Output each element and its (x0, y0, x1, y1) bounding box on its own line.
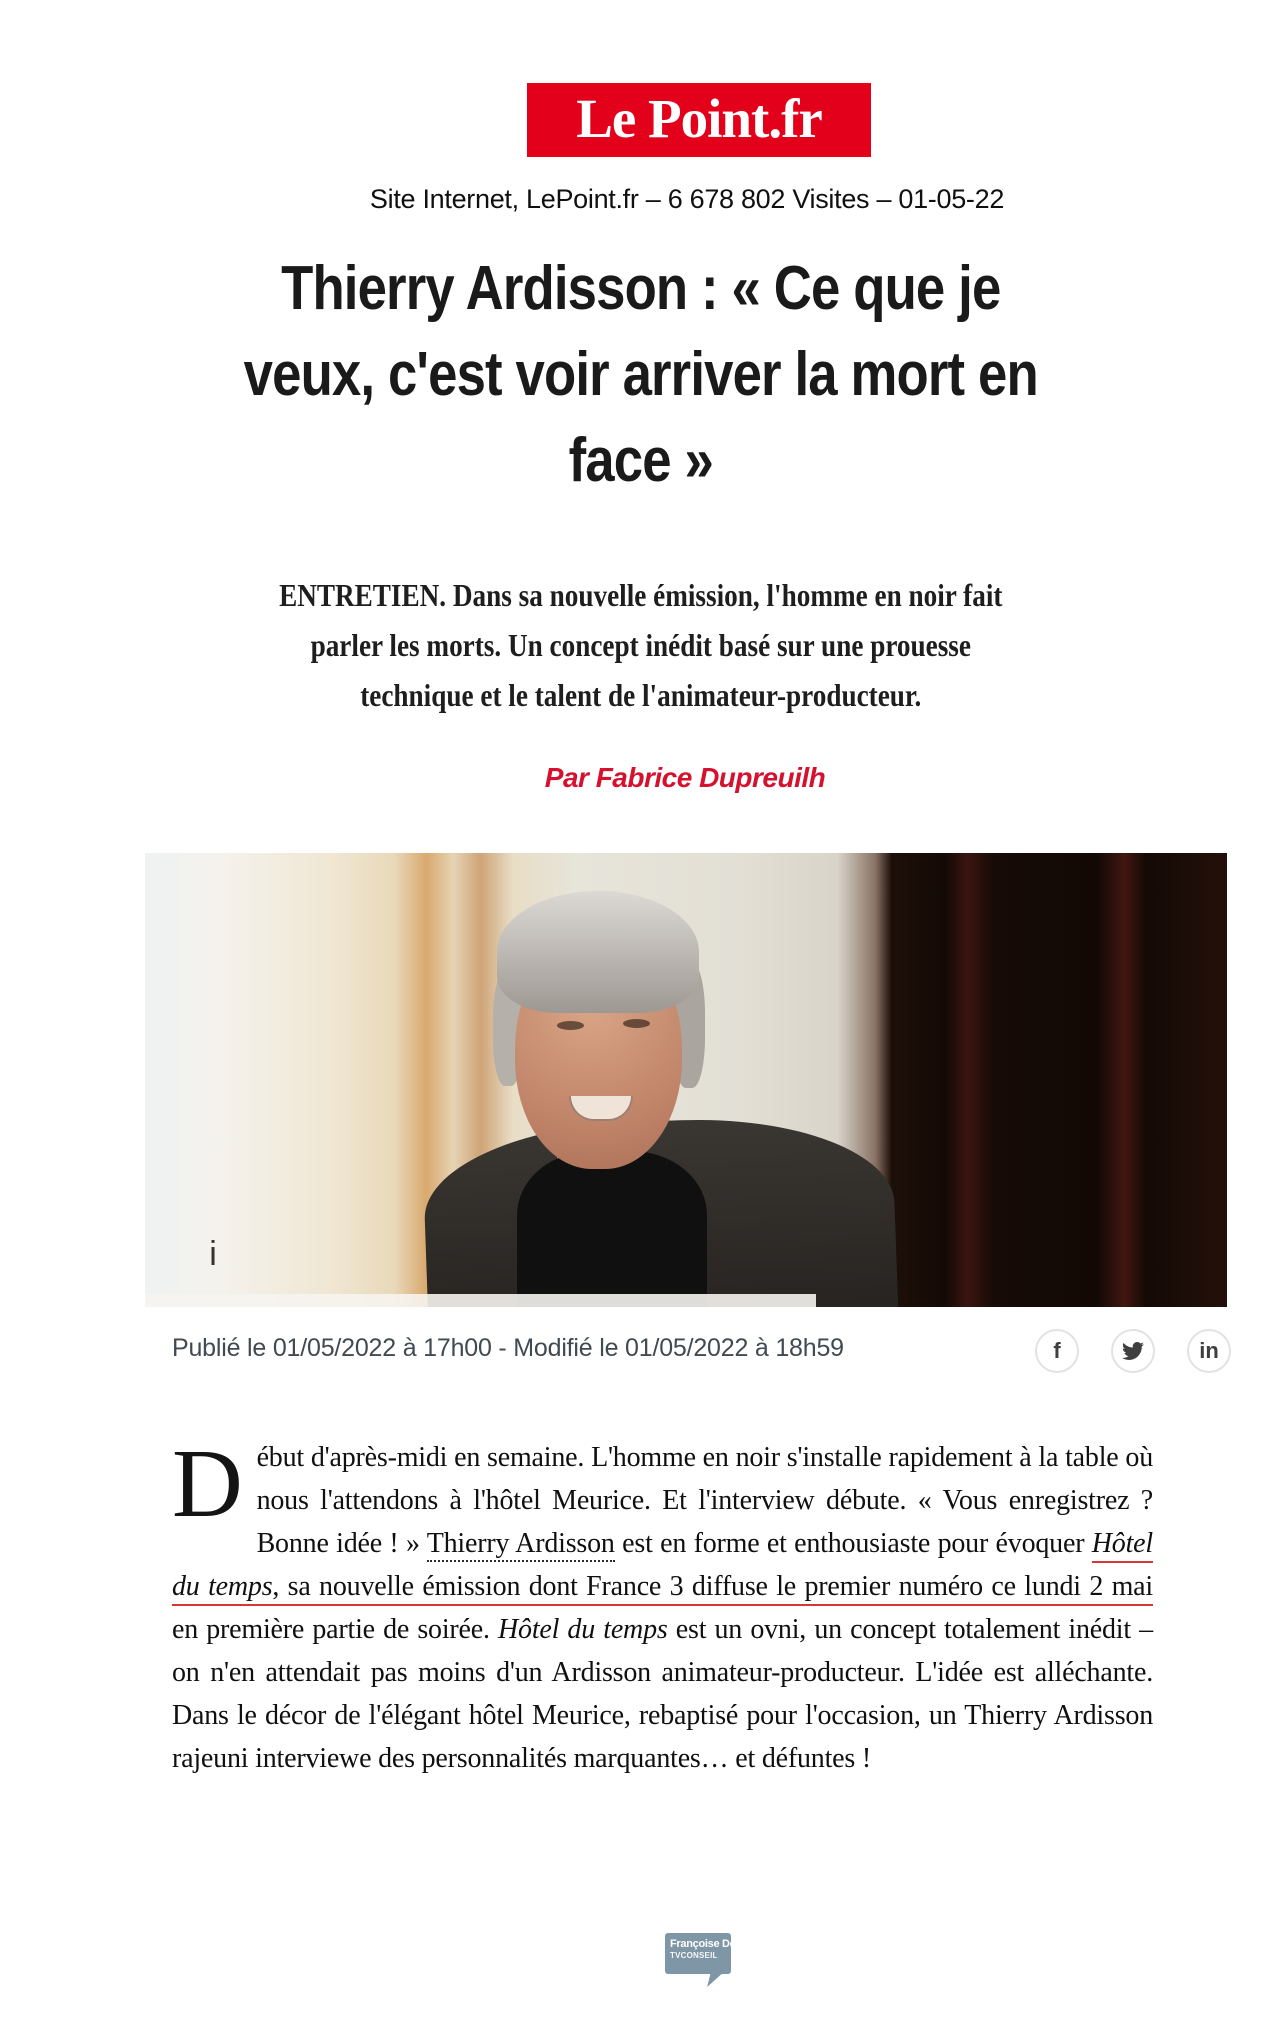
article-standfirst (97, 570, 1185, 720)
lepoint-logo[interactable]: Le Point.fr (527, 83, 871, 157)
body-segment-1: ébut d'après-midi en semaine. L'homme en noir s'installe rapidement à la table où nous l'attendons à l'hôtel Meurice. Et l'interview débute. « Vous enregistrez ? Bonne idée ! » (256, 1442, 1153, 1559)
article-byline: Par Fabrice Dupreuilh (544, 762, 826, 793)
photo-credit-info-icon[interactable]: i (195, 1231, 231, 1277)
standfirst-line-2: parler les morts. Un concept inédit basé sur une prouesse (310, 627, 971, 663)
publish-modified-line: Publié le 01/05/2022 à 17h00 - Modifié le 01/05/2022 à 18h59 (172, 1334, 844, 1362)
link-hotel-du-temps[interactable]: Hôtel du temps (172, 1528, 1153, 1606)
facebook-share-button[interactable] (1035, 1329, 1079, 1373)
photo-left-eye-shape (557, 1021, 584, 1030)
linkedin-share-button[interactable] (1187, 1329, 1231, 1373)
standfirst-line-1: ENTRETIEN. Dans sa nouvelle émission, l'homme en noir fait (279, 577, 1003, 613)
article-body (172, 1430, 1153, 1780)
twitter-share-button[interactable] (1111, 1329, 1155, 1373)
headline-line-3: face » (568, 426, 713, 495)
standfirst-line-3: technique et le talent de l'animateur-producteur. (360, 677, 922, 713)
twitter-icon (1122, 1340, 1144, 1362)
hotel-du-temps-title: Hôtel du temps (498, 1614, 668, 1645)
photo-hair-shape (497, 891, 699, 1013)
social-share-buttons (1035, 1329, 1231, 1373)
dropcap: D (172, 1430, 243, 1538)
body-segment-3: en première partie de soirée. (172, 1614, 499, 1645)
headline-line-1: Thierry Ardisson : « Ce que je (281, 254, 1001, 323)
facebook-icon: f (1053, 1338, 1061, 1363)
agency-badge-bubble-tail (707, 1972, 724, 1987)
agency-badge-name: Françoise Doux (670, 1938, 749, 1950)
agency-badge-subtitle: TVCONSEIL (670, 1950, 718, 1960)
link-thierry-ardisson[interactable]: Thierry Ardisson (427, 1528, 615, 1562)
body-segment-2: est en forme et enthousiaste pour évoquer (614, 1528, 1092, 1559)
linkedin-icon: in (1199, 1338, 1219, 1363)
photo-right-eye-shape (623, 1019, 650, 1028)
photo-turtleneck-shape (517, 1151, 707, 1307)
body-segment-4: est un ovni, un concept totalement inédit – on n'en attendait pas moins d'un Ardisson animateur-producteur. L'idée est alléchante. Dans le décor de l'élégant hôtel Meurice, rebaptisé pour l'occasion, un Thierry Ardisson rajeuni interviewe des personnalités marquantes… et défuntes ! (172, 1614, 1153, 1774)
agency-badge (665, 1933, 749, 1974)
article-headline (97, 246, 1185, 504)
photo-table-edge-shape (145, 1294, 816, 1307)
article-photo (145, 853, 1227, 1307)
site-visits-line: Site Internet, LePoint.fr – 6 678 802 Visites – 01-05-22 (369, 184, 1005, 214)
headline-line-2: veux, c'est voir arriver la mort en (243, 340, 1038, 409)
link-premier-numero[interactable]: , sa nouvelle émission dont France 3 diffuse le premier numéro ce lundi 2 mai (272, 1571, 1153, 1606)
